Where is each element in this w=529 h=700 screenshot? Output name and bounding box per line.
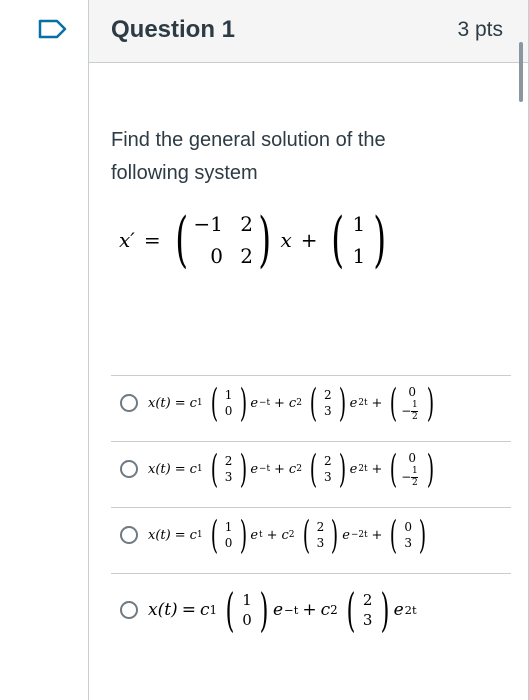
eq-var: x <box>280 228 292 252</box>
question-points: 3 pts <box>457 18 503 41</box>
option-2-formula[interactable]: x(t) = c 1 ( 2 3 ) e −t + c 2 ( 2 3 ) e 2t + ( 0 − $\frac{1}{2}$ ) <box>148 447 435 491</box>
question-card <box>89 0 529 700</box>
question-title: Question 1 <box>111 16 236 43</box>
scrollbar-thumb[interactable] <box>519 42 523 102</box>
system-equation <box>119 205 391 275</box>
forcing-vector: ( 1 1 ) <box>331 205 387 275</box>
eq-plus: + <box>300 228 318 252</box>
matrix-cell: 2 <box>240 212 254 236</box>
radio-button[interactable] <box>120 394 138 412</box>
eq-equals: = <box>143 228 161 252</box>
flag-question-icon[interactable] <box>38 19 68 39</box>
eq-lhs: x′ <box>119 228 135 252</box>
matrix-cell: −1 <box>193 212 224 236</box>
answer-option-2[interactable] <box>111 442 511 496</box>
radio-button[interactable] <box>120 460 138 478</box>
matrix-cell: 2 <box>240 244 254 268</box>
answer-option-1[interactable] <box>111 376 511 430</box>
answer-option-4[interactable] <box>111 580 511 640</box>
radio-button[interactable] <box>120 526 138 544</box>
divider <box>111 573 511 574</box>
coefficient-matrix: ( −1 2 0 2 ) <box>174 205 272 275</box>
option-1-formula[interactable]: x(t) = c 1 ( 1 0 ) e −t + c 2 ( 2 3 ) e 2t + ( 0 − $\frac{1}{2}$ ) <box>148 381 435 425</box>
option-3-formula[interactable]: x(t) = c 1 ( 1 0 ) e t + c 2 ( 2 3 ) e −2t + ( 0 3 ) <box>148 513 427 557</box>
question-header <box>89 0 528 63</box>
question-prompt: Find the general solution of the following system <box>111 129 386 184</box>
matrix-cell: 0 <box>210 244 224 268</box>
answer-option-3[interactable] <box>111 508 511 562</box>
radio-button[interactable] <box>120 601 138 619</box>
vector-cell: 1 <box>352 212 366 236</box>
question-nav-rail <box>0 0 89 700</box>
option-4-formula[interactable]: x(t) = c 1 ( 1 0 ) e −t + c 2 ( 2 3 ) e 2t <box>148 583 417 637</box>
vector-cell: 1 <box>352 244 366 268</box>
